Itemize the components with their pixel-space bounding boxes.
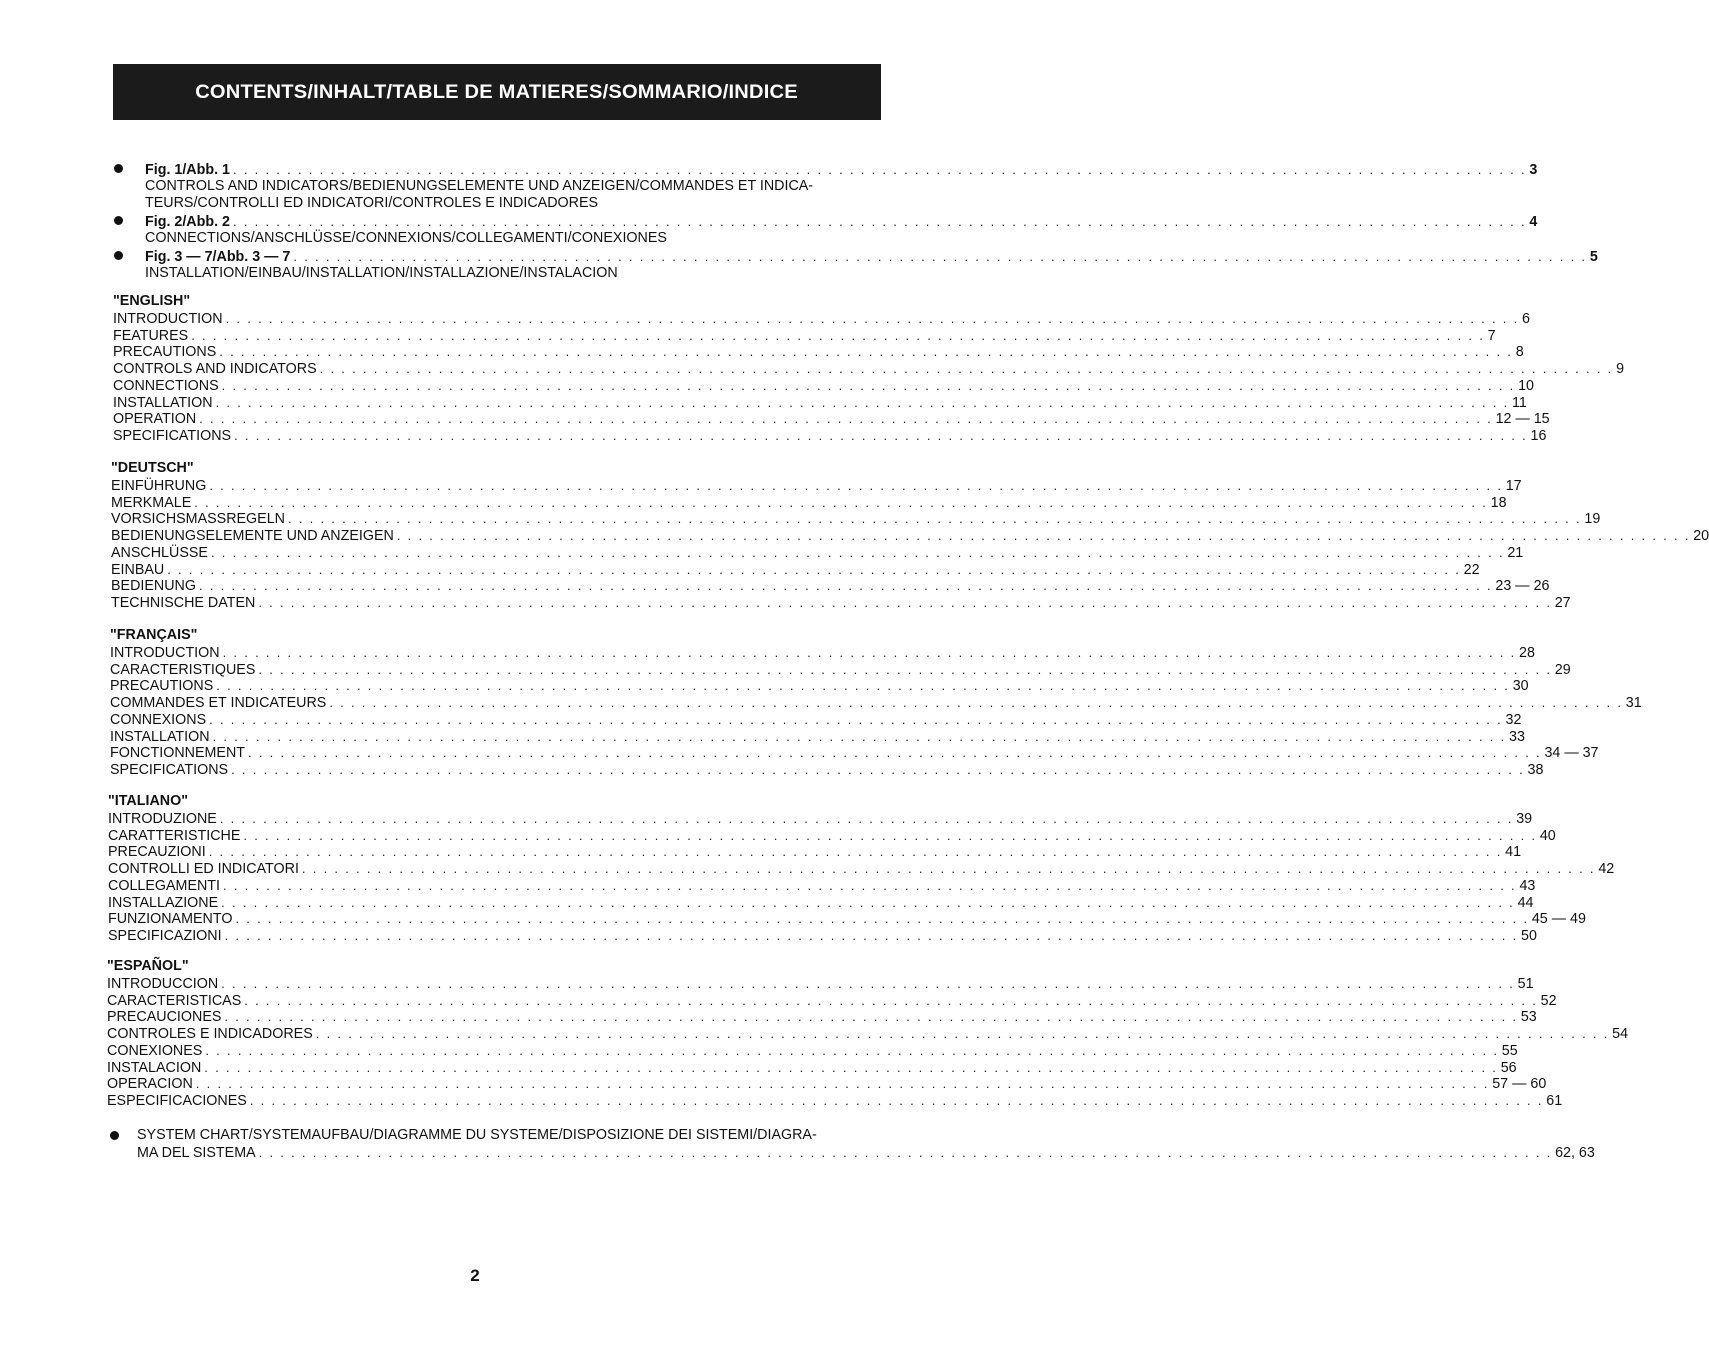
entry-page-number: 18 xyxy=(1490,494,1507,511)
entry-page-number: 16 xyxy=(1530,427,1547,444)
dot-leader: . . . . . . . . . . . . . . . . . . . . . . . . . . . . . . . . . . . . . . . . . . . . . . . . . . . . . . . . . . . . . . . . . . . . . . . . . . . . . . . . . . . . . . . . . . . . . . . . . . . . . . . . . . . . . . . . . . . . . . . . xyxy=(219,344,1513,360)
figure-description: TEURS/CONTROLLI ED INDICATORI/CONTROLES E INDICADORES xyxy=(145,195,599,211)
dot-leader: . . . . . . . . . . . . . . . . . . . . . . . . . . . . . . . . . . . . . . . . . . . . . . . . . . . . . . . . . . . . . . . . . . . . . . . . . . . . . . . . . . . . . . . . . . . . . . . . . . . . . . . . . . . . . . . . . . . . . . . . xyxy=(315,1026,1610,1042)
entry-page-number: 28 xyxy=(1519,645,1535,661)
entry-label: OPERATION xyxy=(113,411,197,428)
toc-entry xyxy=(107,1008,1537,1026)
dot-leader: . . . . . . . . . . . . . . . . . . . . . . . . . . . . . . . . . . . . . . . . . . . . . . . . . . . . . . . . . . . . . . . . . . . . . . . . . . . . . . . . . . . . . . . . . . . . . . . . . . . . . . . . . . . . . . . . . . . . . . . . xyxy=(221,377,1516,393)
entry-label: FEATURES xyxy=(113,327,189,344)
dot-leader: . . . . . . . . . . . . . . . . . . . . . . . . . . . . . . . . . . . . . . . . . . . . . . . . . . . . . . . . . . . . . . . . . . . . . . . . . . . . . . . . . . . . . . . . . . . . . . . . . . . . . . . . . . . . . . . . . . . . . . . . xyxy=(191,327,1485,343)
dot-leader: . . . . . . . . . . . . . . . . . . . . . . . . . . . . . . . . . . . . . . . . . . . . . . . . . . . . . . . . . . . . . . . . . . . . . . . . . . . . . . . . . . . . . . . . . . . . . . . . . . . . . . . . . . . . . . . . . . . . . . . . xyxy=(396,528,1691,544)
toc-entry xyxy=(107,1059,1517,1076)
toc-entry xyxy=(108,827,1556,844)
toc-entry xyxy=(110,728,1525,745)
entry-page-number: 6 xyxy=(1522,311,1530,327)
dot-leader: . . . . . . . . . . . . . . . . . . . . . . . . . . . . . . . . . . . . . . . . . . . . . . . . . . . . . . . . . . . . . . . . . . . . . . . . . . . . . . . . . . . . . . . . . . . . . . . . . . . . . . . . . . . . . . . . . . . . . . . . xyxy=(234,427,1528,443)
entry-page-number: 21 xyxy=(1507,544,1524,561)
dot-leader: . . . . . . . . . . . . . . . . . . . . . . . . . . . . . . . . . . . . . . . . . . . . . . . . . . . . . . . . . . . . . . . . . . . . . . . . . . . . . . . . . . . . . . . . . . . . . . . . . . . . . . . . . . . . . . . . . . . . . . . . xyxy=(319,361,1614,377)
toc-entry xyxy=(110,661,1571,678)
entry-page-number: 51 xyxy=(1517,976,1534,992)
bullet-icon xyxy=(114,216,123,225)
entry-page-number: 32 xyxy=(1505,711,1522,728)
toc-entry xyxy=(108,810,1533,827)
entry-label: CONEXIONES xyxy=(107,1042,203,1059)
toc-entry xyxy=(113,377,1534,394)
entry-page-number: 54 xyxy=(1612,1026,1629,1043)
dot-leader: . . . . . . . . . . . . . . . . . . . . . . . . . . . . . . . . . . . . . . . . . . . . . . . . . . . . . . . . . . . . . . . . . . . . . . . . . . . . . . . . . . . . . . . . . . . . . . . . . . . . . . . . . . . . . . . . . . . . . . . . xyxy=(209,478,1503,493)
entry-label: INTRODUCCION xyxy=(107,976,219,992)
dot-leader: . . . . . . . . . . . . . . . . . . . . . . . . . . . . . . . . . . . . . . . . . . . . . . . . . . . . . . . . . . . . . . . . . . . . . . . . . . . . . . . . . . . . . . . . . . . . . . . . . . . . . . . . . . . . . . . . . . . . . . . . xyxy=(248,745,1542,761)
dot-leader: . . . . . . . . . . . . . . . . . . . . . . . . . . . . . . . . . . . . . . . . . . . . . . . . . . . . . . . . . . . . . . . . . . . . . . . . . . . . . . . . . . . . . . . . . . . . . . . . . . . . . . . . . . . . . . . . . . . . . . . . xyxy=(205,1042,1499,1058)
dot-leader: . . . . . . . . . . . . . . . . . . . . . . . . . . . . . . . . . . . . . . . . . . . . . . . . . . . . . . . . . . . . . . . . . . . . . . . . . . . . . . . . . . . . . . . . . . . . . . . . . . . . . . . . . . . . . . . . . . . . . . . . xyxy=(210,544,1505,560)
dot-leader: . . . . . . . . . . . . . . . . . . . . . . . . . . . . . . . . . . . . . . . . . . . . . . . . . . . . . . . . . . . . . . . . . . . . . . . . . . . . . . . . . . . . . . . . . . . . . . . . . . . . . . . . . . . . . . . . . . . . . . . . xyxy=(235,911,1529,927)
toc-entry xyxy=(111,594,1571,611)
entry-label: FONCTIONNEMENT xyxy=(110,745,246,762)
dot-leader: . . . . . . . . . . . . . . . . . . . . . . . . . . . . . . . . . . . . . . . . . . . . . . . . . . . . . . . . . . . . . . . . . . . . . . . . . . . . . . . . . . . . . . . . . . . . . . . . . . . . . . . . . . . . . . . . . . . . . . . . xyxy=(167,561,1461,577)
entry-page-number: 57 — 60 xyxy=(1492,1076,1547,1093)
entry-label: Fig. 2/Abb. 2 xyxy=(145,214,230,230)
toc-entry xyxy=(107,1025,1629,1043)
dot-leader: . . . . . . . . . . . . . . . . . . . . . . . . . . . . . . . . . . . . . . . . . . . . . . . . . . . . . . . . . . . . . . . . . . . . . . . . . . . . . . . . . . . . . . . . . . . . . . . . . . . . . . . . . . . . . . . . . . . . . . . . xyxy=(199,411,1493,427)
toc-entry xyxy=(145,248,1598,265)
dot-leader: . . . . . . . . . . . . . . . . . . . . . . . . . . . . . . . . . . . . . . . . . . . . . . . . . . . . . . . . . . . . . . . . . . . . . . . . . . . . . . . . . . . . . . . . . . . . . . . . . . . . . . . . . . . . . . . . . . . . . . . . xyxy=(223,877,1517,893)
toc-entry xyxy=(107,992,1557,1009)
entry-label: INSTALLATION xyxy=(113,394,213,411)
entry-page-number: 43 xyxy=(1519,877,1536,894)
dot-leader: . . . . . . . . . . . . . . . . . . . . . . . . . . . . . . . . . . . . . . . . . . . . . . . . . . . . . . . . . . . . . . . . . . . . . . . . . . . . . . . . . . . . . . . . . . . . . . . . . . . . . . . . . . . . . . . . . . . . . . . . xyxy=(221,976,1515,991)
figure-description: CONTROLS AND INDICATORS/BEDIENUNGSELEMENTE UND ANZEIGEN/COMMANDES ET INDICA- xyxy=(145,178,814,194)
section-heading: "ENGLISH" xyxy=(113,293,191,309)
dot-leader: . . . . . . . . . . . . . . . . . . . . . . . . . . . . . . . . . . . . . . . . . . . . . . . . . . . . . . . . . . . . . . . . . . . . . . . . . . . . . . . . . . . . . . . . . . . . . . . . . . . . . . . . . . . . . . . . . . . . . . . . xyxy=(221,894,1515,910)
dot-leader: . . . . . . . . . . . . . . . . . . . . . . . . . . . . . . . . . . . . . . . . . . . . . . . . . . . . . . . . . . . . . . . . . . . . . . . . . . . . . . . . . . . . . . . . . . . . . . . . . . . . . . . . . . . . . . . . . . . . . . . . xyxy=(233,214,1527,229)
entry-page-number: 33 xyxy=(1509,728,1525,745)
page-number: 2 xyxy=(470,1266,480,1285)
dot-leader: . . . . . . . . . . . . . . . . . . . . . . . . . . . . . . . . . . . . . . . . . . . . . . . . . . . . . . . . . . . . . . . . . . . . . . . . . . . . . . . . . . . . . . . . . . . . . . . . . . . . . . . . . . . . . . . . . . . . . . . . xyxy=(219,811,1514,826)
dot-leader: . . . . . . . . . . . . . . . . . . . . . . . . . . . . . . . . . . . . . . . . . . . . . . . . . . . . . . . . . . . . . . . . . . . . . . . . . . . . . . . . . . . . . . . . . . . . . . . . . . . . . . . . . . . . . . . . . . . . . . . . xyxy=(233,162,1527,177)
toc-entry xyxy=(111,527,1709,545)
figure-description: CONNECTIONS/ANSCHLÜSSE/CONNEXIONS/COLLEGAMENTI/CONEXIONES xyxy=(145,230,667,246)
bullet-icon xyxy=(114,164,123,173)
entry-label: CARACTERISTICAS xyxy=(107,992,242,1009)
entry-label: ESPECIFICACIONES xyxy=(107,1092,247,1109)
entry-label: PRECAUTIONS xyxy=(113,344,217,361)
toc-entry xyxy=(111,561,1480,578)
dot-leader: . . . . . . . . . . . . . . . . . . . . . . . . . . . . . . . . . . . . . . . . . . . . . . . . . . . . . . . . . . . . . . . . . . . . . . . . . . . . . . . . . . . . . . . . . . . . . . . . . . . . . . . . . . . . . . . . . . . . . . . . xyxy=(225,311,1520,326)
toc-entry xyxy=(111,510,1601,528)
entry-label: BEDIENUNGSELEMENTE UND ANZEIGEN xyxy=(111,528,394,545)
entry-page-number: 29 xyxy=(1554,661,1571,678)
dot-leader: . . . . . . . . . . . . . . . . . . . . . . . . . . . . . . . . . . . . . . . . . . . . . . . . . . . . . . . . . . . . . . . . . . . . . . . . . . . . . . . . . . . . . . . . . . . . . . . . . . . . . . . . . . . . . . . . . . . . . . . . xyxy=(215,394,1509,410)
entry-label: TECHNISCHE DATEN xyxy=(111,594,256,611)
dot-leader: . . . . . . . . . . . . . . . . . . . . . . . . . . . . . . . . . . . . . . . . . . . . . . . . . . . . . . . . . . . . . . . . . . . . . . . . . . . . . . . . . . . . . . . . . . . . . . . . . . . . . . . . . . . . . . . . . . . . . . . . xyxy=(204,1059,1498,1075)
entry-page-number: 3 xyxy=(1529,162,1538,178)
dot-leader: . . . . . . . . . . . . . . . . . . . . . . . . . . . . . . . . . . . . . . . . . . . . . . . . . . . . . . . . . . . . . . . . . . . . . . . . . . . . . . . . . . . . . . . . . . . . . . . . . . . . . . . . . . . . . . . . . . . . . . . . xyxy=(195,1076,1490,1092)
dot-leader: . . . . . . . . . . . . . . . . . . . . . . . . . . . . . . . . . . . . . . . . . . . . . . . . . . . . . . . . . . . . . . . . . . . . . . . . . . . . . . . . . . . . . . . . . . . . . . . . . . . . . . . . . . . . . . . . . . . . . . . . xyxy=(329,695,1623,711)
section-heading: "ITALIANO" xyxy=(108,793,189,809)
dot-leader: . . . . . . . . . . . . . . . . . . . . . . . . . . . . . . . . . . . . . . . . . . . . . . . . . . . . . . . . . . . . . . . . . . . . . . . . . . . . . . . . . . . . . . . . . . . . . . . . . . . . . . . . . . . . . . . . . . . . . . . . xyxy=(212,728,1506,744)
entry-page-number: 41 xyxy=(1505,844,1522,861)
entry-page-number: 7 xyxy=(1487,327,1496,344)
dot-leader: . . . . . . . . . . . . . . . . . . . . . . . . . . . . . . . . . . . . . . . . . . . . . . . . . . . . . . . . . . . . . . . . . . . . . . . . . . . . . . . . . . . . . . . . . . . . . . . . . . . . . . . . . . . . . . . . . . . . . . . . xyxy=(258,661,1552,677)
entry-page-number: 40 xyxy=(1539,827,1556,844)
toc-entry xyxy=(113,427,1547,444)
entry-label: CONTROLLI ED INDICATORI xyxy=(108,861,299,878)
entry-page-number: 52 xyxy=(1540,992,1557,1009)
entry-label: FUNZIONAMENTO xyxy=(108,911,233,928)
system-chart-label: SYSTEM CHART/SYSTEMAUFBAU/DIAGRAMME DU SYSTEME/DISPOSIZIONE DEI SISTEMI/DIAGRA- xyxy=(137,1127,817,1143)
entry-page-number: 30 xyxy=(1512,678,1529,695)
entry-label: ANSCHLÜSSE xyxy=(111,544,208,561)
dot-leader: . . . . . . . . . . . . . . . . . . . . . . . . . . . . . . . . . . . . . . . . . . . . . . . . . . . . . . . . . . . . . . . . . . . . . . . . . . . . . . . . . . . . . . . . . . . . . . . . . . . . . . . . . . . . . . . . . . . . . . . . xyxy=(249,1092,1544,1108)
toc-entry xyxy=(145,213,1538,230)
dot-leader: . . . . . . . . . . . . . . . . . . . . . . . . . . . . . . . . . . . . . . . . . . . . . . . . . . . . . . . . . . . . . . . . . . . . . . . . . . . . . . . . . . . . . . . . . . . . . . . . . . . . . . . . . . . . . . . . . . . . . . . . xyxy=(208,844,1503,860)
entry-page-number: 22 xyxy=(1463,561,1480,578)
entry-page-number: 27 xyxy=(1554,594,1571,611)
entry-label: MERKMALE xyxy=(111,494,192,511)
entry-label: CONTROLS AND INDICATORS xyxy=(113,361,317,378)
entry-label: SPECIFICATIONS xyxy=(113,427,232,444)
dot-leader: . . . . . . . . . . . . . . . . . . . . . . . . . . . . . . . . . . . . . . . . . . . . . . . . . . . . . . . . . . . . . . . . . . . . . . . . . . . . . . . . . . . . . . . . . . . . . . . . . . . . . . . . . . . . . . . . . . . . . . . . xyxy=(288,511,1582,527)
toc-entry xyxy=(111,544,1524,561)
toc-entry xyxy=(110,677,1529,695)
dot-leader: . . . . . . . . . . . . . . . . . . . . . . . . . . . . . . . . . . . . . . . . . . . . . . . . . . . . . . . . . . . . . . . . . . . . . . . . . . . . . . . . . . . . . . . . . . . . . . . . . . . . . . . . . . . . . . . . . . . . . . . . xyxy=(222,645,1517,660)
toc-entry xyxy=(108,860,1615,878)
entry-page-number: 53 xyxy=(1520,1009,1537,1026)
dot-leader: . . . . . . . . . . . . . . . . . . . . . . . . . . . . . . . . . . . . . . . . . . . . . . . . . . . . . . . . . . . . . . . . . . . . . . . . . . . . . . . . . . . . . . . . . . . . . . . . . . . . . . . . . . . . . . . . . . . . . . . . xyxy=(243,827,1537,843)
entry-page-number: 12 — 15 xyxy=(1495,411,1550,428)
entry-page-number: 34 — 37 xyxy=(1544,745,1599,762)
dot-leader: . . . . . . . . . . . . . . . . . . . . . . . . . . . . . . . . . . . . . . . . . . . . . . . . . . . . . . . . . . . . . . . . . . . . . . . . . . . . . . . . . . . . . . . . . . . . . . . . . . . . . . . . . . . . . . . . . . . . . . . . xyxy=(194,494,1488,510)
toc-entry xyxy=(110,694,1642,712)
entry-label: INSTALACION xyxy=(107,1059,202,1076)
entry-label: Fig. 1/Abb. 1 xyxy=(145,162,230,178)
entry-label: CONNECTIONS xyxy=(113,377,219,394)
entry-label: OPERACION xyxy=(107,1076,193,1093)
entry-label: SPECIFICATIONS xyxy=(110,761,229,778)
toc-entry xyxy=(108,877,1536,894)
entry-label: COMMANDES ET INDICATEURS xyxy=(110,695,327,712)
toc-entry xyxy=(113,410,1550,428)
entry-label: PRECAUTIONS xyxy=(110,678,214,695)
entry-label: INSTALLATION xyxy=(110,728,210,745)
entry-page-number: 61 xyxy=(1546,1092,1563,1109)
toc-entry xyxy=(137,1144,1595,1161)
entry-page-number: 23 — 26 xyxy=(1495,578,1550,595)
entry-page-number: 55 xyxy=(1501,1042,1518,1059)
contents-header-banner xyxy=(113,64,881,120)
entry-page-number: 39 xyxy=(1516,811,1533,827)
toc-entry xyxy=(108,843,1522,861)
toc-entry xyxy=(108,910,1586,928)
entry-page-number: 20 xyxy=(1693,528,1709,545)
entry-label: EINFÜHRUNG xyxy=(111,478,207,494)
toc-entry xyxy=(108,927,1537,944)
entry-label: BEDIENUNG xyxy=(111,578,196,595)
toc-entry xyxy=(107,975,1534,992)
toc-entry xyxy=(107,1075,1547,1093)
toc-entry xyxy=(107,1092,1563,1109)
entry-label: INTRODUZIONE xyxy=(108,811,217,827)
dot-leader: . . . . . . . . . . . . . . . . . . . . . . . . . . . . . . . . . . . . . . . . . . . . . . . . . . . . . . . . . . . . . . . . . . . . . . . . . . . . . . . . . . . . . . . . . . . . . . . . . . . . . . . . . . . . . . . . . . . . . . . . xyxy=(216,678,1510,694)
entry-page-number: 56 xyxy=(1500,1059,1517,1076)
toc-entry xyxy=(111,577,1550,595)
toc-entry xyxy=(110,761,1544,778)
toc-entry xyxy=(110,744,1599,762)
toc-entry xyxy=(113,360,1625,378)
toc-entry xyxy=(110,711,1522,728)
dot-leader: . . . . . . . . . . . . . . . . . . . . . . . . . . . . . . . . . . . . . . . . . . . . . . . . . . . . . . . . . . . . . . . . . . . . . . . . . . . . . . . . . . . . . . . . . . . . . . . . . . . . . . . . . . . . . . . . . . . . . . . . xyxy=(244,992,1538,1008)
entry-page-number: 10 xyxy=(1518,377,1534,394)
entry-page-number: 5 xyxy=(1589,249,1598,265)
entry-label: CONNEXIONS xyxy=(110,711,207,728)
entry-label: SPECIFICAZIONI xyxy=(108,927,222,944)
entry-label: MA DEL SISTEMA xyxy=(137,1145,256,1161)
bullet-icon xyxy=(110,1131,119,1140)
entry-label: VORSICHSMASSREGELN xyxy=(111,511,285,528)
entry-label: INTRODUCTION xyxy=(113,311,223,327)
dot-leader: . . . . . . . . . . . . . . . . . . . . . . . . . . . . . . . . . . . . . . . . . . . . . . . . . . . . . . . . . . . . . . . . . . . . . . . . . . . . . . . . . . . . . . . . . . . . . . . . . . . . . . . . . . . . . . . . . . . . . . . . xyxy=(258,1145,1553,1160)
toc-entry xyxy=(145,161,1538,178)
toc-entry xyxy=(110,644,1535,661)
section-heading: "DEUTSCH" xyxy=(111,460,194,476)
dot-leader: . . . . . . . . . . . . . . . . . . . . . . . . . . . . . . . . . . . . . . . . . . . . . . . . . . . . . . . . . . . . . . . . . . . . . . . . . . . . . . . . . . . . . . . . . . . . . . . . . . . . . . . . . . . . . . . . . . . . . . . . xyxy=(199,578,1493,594)
entry-page-number: 4 xyxy=(1529,214,1538,230)
entry-label: CARATTERISTICHE xyxy=(108,827,241,844)
entry-page-number: 31 xyxy=(1625,695,1642,712)
dot-leader: . . . . . . . . . . . . . . . . . . . . . . . . . . . . . . . . . . . . . . . . . . . . . . . . . . . . . . . . . . . . . . . . . . . . . . . . . . . . . . . . . . . . . . . . . . . . . . . . . . . . . . . . . . . . . . . . . . . . . . . . xyxy=(231,761,1525,777)
toc-entry xyxy=(107,1042,1518,1059)
section-heading: "ESPAÑOL" xyxy=(107,958,189,974)
entry-page-number: 9 xyxy=(1616,361,1625,378)
entry-label: PRECAUZIONI xyxy=(108,844,206,861)
page-title: CONTENTS/INHALT/TABLE DE MATIERES/SOMMARIO/INDICE xyxy=(195,80,799,103)
toc-entry xyxy=(113,343,1524,361)
toc-entry xyxy=(113,310,1530,327)
entry-label: INSTALLAZIONE xyxy=(108,894,219,911)
entry-label: EINBAU xyxy=(111,561,165,578)
toc-entry xyxy=(113,394,1527,411)
entry-label: INTRODUCTION xyxy=(110,645,220,661)
dot-leader: . . . . . . . . . . . . . . . . . . . . . . . . . . . . . . . . . . . . . . . . . . . . . . . . . . . . . . . . . . . . . . . . . . . . . . . . . . . . . . . . . . . . . . . . . . . . . . . . . . . . . . . . . . . . . . . . . . . . . . . . xyxy=(224,1009,1518,1025)
entry-page-number: 8 xyxy=(1515,344,1524,361)
dot-leader: . . . . . . . . . . . . . . . . . . . . . . . . . . . . . . . . . . . . . . . . . . . . . . . . . . . . . . . . . . . . . . . . . . . . . . . . . . . . . . . . . . . . . . . . . . . . . . . . . . . . . . . . . . . . . . . . . . . . . . . . xyxy=(258,594,1552,610)
figure-description: INSTALLATION/EINBAU/INSTALLATION/INSTALLAZIONE/INSTALACION xyxy=(145,265,618,281)
dot-leader: . . . . . . . . . . . . . . . . . . . . . . . . . . . . . . . . . . . . . . . . . . . . . . . . . . . . . . . . . . . . . . . . . . . . . . . . . . . . . . . . . . . . . . . . . . . . . . . . . . . . . . . . . . . . . . . . . . . . . . . . xyxy=(224,927,1519,943)
dot-leader: . . . . . . . . . . . . . . . . . . . . . . . . . . . . . . . . . . . . . . . . . . . . . . . . . . . . . . . . . . . . . . . . . . . . . . . . . . . . . . . . . . . . . . . . . . . . . . . . . . . . . . . . . . . . . . . . . . . . . . . . xyxy=(293,249,1587,264)
section-heading: "FRANÇAIS" xyxy=(110,627,198,643)
entry-label: COLLEGAMENTI xyxy=(108,877,221,894)
toc-entry xyxy=(108,894,1534,911)
toc-entry xyxy=(113,327,1496,344)
entry-label: CARACTERISTIQUES xyxy=(110,661,256,678)
dot-leader: . . . . . . . . . . . . . . . . . . . . . . . . . . . . . . . . . . . . . . . . . . . . . . . . . . . . . . . . . . . . . . . . . . . . . . . . . . . . . . . . . . . . . . . . . . . . . . . . . . . . . . . . . . . . . . . . . . . . . . . . xyxy=(209,711,1503,727)
entry-page-number: 11 xyxy=(1512,394,1527,411)
entry-page-number: 42 xyxy=(1598,861,1615,878)
entry-page-number: 17 xyxy=(1505,478,1522,494)
entry-page-number: 44 xyxy=(1517,894,1534,911)
entry-page-number: 38 xyxy=(1527,761,1544,778)
entry-label: CONTROLES E INDICADORES xyxy=(107,1026,313,1043)
entry-page-number: 19 xyxy=(1584,511,1601,528)
entry-label: Fig. 3 — 7/Abb. 3 — 7 xyxy=(145,249,291,265)
entry-label: PRECAUCIONES xyxy=(107,1009,222,1026)
entry-page-number: 62, 63 xyxy=(1555,1145,1595,1161)
entry-page-number: 45 — 49 xyxy=(1531,911,1586,928)
toc-entry xyxy=(111,494,1507,511)
toc-entry xyxy=(111,477,1522,494)
bullet-icon xyxy=(114,251,123,260)
dot-leader: . . . . . . . . . . . . . . . . . . . . . . . . . . . . . . . . . . . . . . . . . . . . . . . . . . . . . . . . . . . . . . . . . . . . . . . . . . . . . . . . . . . . . . . . . . . . . . . . . . . . . . . . . . . . . . . . . . . . . . . . xyxy=(301,861,1596,877)
entry-page-number: 50 xyxy=(1521,927,1537,944)
